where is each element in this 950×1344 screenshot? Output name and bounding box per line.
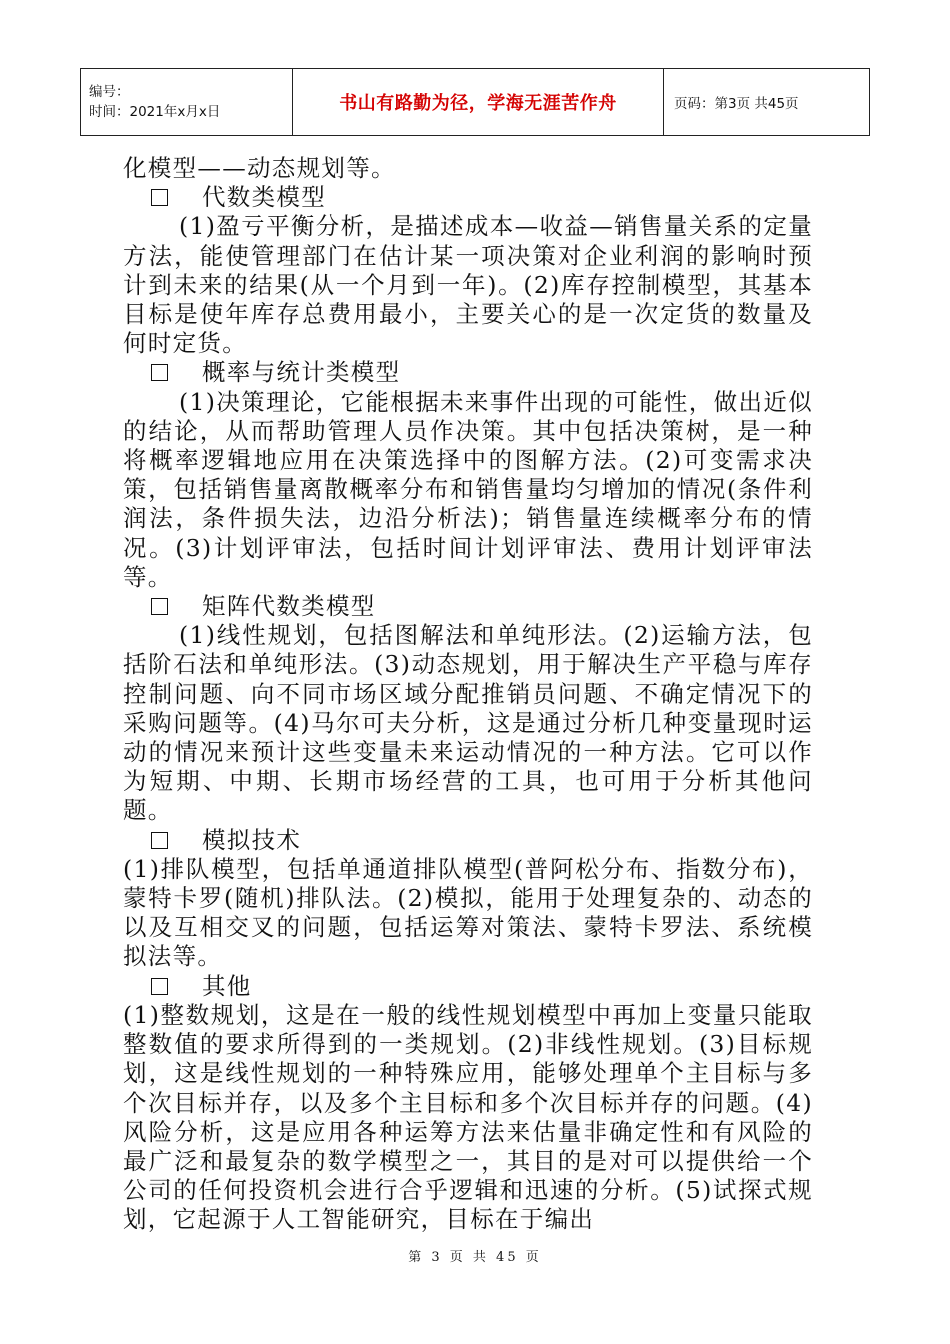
section-heading-text: 模拟技术 [202,825,302,854]
section-paragraph: (1)决策理论，它能根据未来事件出现的可能性，做出近似的结论，从而帮助管理人员作决策。其中包括决策树，是一种将概率逻辑地应用在决策选择中的图解方法。(2)可变需求决策，包括销售量离散概率分布和销售量均匀增加的情况(条件利润法，条件损失法，边沿分析法)；销售量连续概率分布的情况。(3)计划评审法，包括时间计划评审法、费用计划评审法等。 [123,387,813,591]
document-number-label: 编号： [89,84,130,100]
document-body [123,154,813,1235]
page-header [80,68,870,136]
section-heading-text: 概率与统计类模型 [202,358,401,387]
section-heading-text: 代数类模型 [202,183,326,212]
checkbox-bullet-icon [151,364,168,381]
section-heading [123,972,813,1001]
document-date-label: 时间：2021年x月x日 [89,104,221,120]
checkbox-bullet-icon [151,978,168,995]
section-heading [123,592,813,621]
page-footer: 第 3 页 共 45 页 [408,1250,542,1265]
section-heading [123,183,813,212]
header-page-label: 页码：第3页 共45页 [664,69,870,136]
section-paragraph: (1)线性规划，包括图解法和单纯形法。(2)运输方法，包括阶石法和单纯形法。(3)动态规划，用于解决生产平稳与库存控制问题、向不同市场区域分配推销员问题、不确定情况下的采购问题等。(4)马尔可夫分析，这是通过分析几种变量现时运动的情况来预计这些变量未来运动情况的一种方法。它可以作为短期、中期、长期市场经营的工具，也可用于分析其他问题。 [123,621,813,825]
section-heading [123,358,813,387]
header-motto: 书山有路勤为径，学海无涯苦作舟 [293,69,664,136]
section-heading [123,826,813,855]
checkbox-bullet-icon [151,832,168,849]
checkbox-bullet-icon [151,189,168,206]
section-paragraph: (1)盈亏平衡分析，是描述成本—收益—销售量关系的定量方法，能使管理部门在估计某一项决策对企业利润的影响时预计到未来的结果(从一个月到一年)。(2)库存控制模型，其基本目标是使年库存总费用最小，主要关心的是一次定货的数量及何时定货。 [123,212,813,358]
section-paragraph: (1)排队模型，包括单通道排队模型(普阿松分布、指数分布)，蒙特卡罗(随机)排队法。(2)模拟，能用于处理复杂的、动态的以及互相交叉的问题，包括运筹对策法、蒙特卡罗法、系统模拟法等。 [123,854,813,971]
section-paragraph: (1)整数规划，这是在一般的线性规划模型中再加上变量只能取整数值的要求所得到的一类规划。(2)非线性规划。(3)目标规划，这是线性规划的一种特殊应用，能够处理单个主目标与多个次目标并存，以及多个主目标和多个次目标并存的问题。(4)风险分析，这是应用各种运筹方法来估量非确定性和有风险的最广泛和最复杂的数学模型之一，其目的是对可以提供给一个公司的任何投资机会进行合乎逻辑和迅速的分析。(5)试探式规划，它起源于人工智能研究，目标在于编出 [123,1000,813,1234]
intro-line: 化模型——动态规划等。 [123,154,396,182]
section-heading-text: 矩阵代数类模型 [202,592,376,621]
header-meta-cell [81,69,293,136]
checkbox-bullet-icon [151,598,168,615]
section-heading-text: 其他 [202,971,252,1000]
